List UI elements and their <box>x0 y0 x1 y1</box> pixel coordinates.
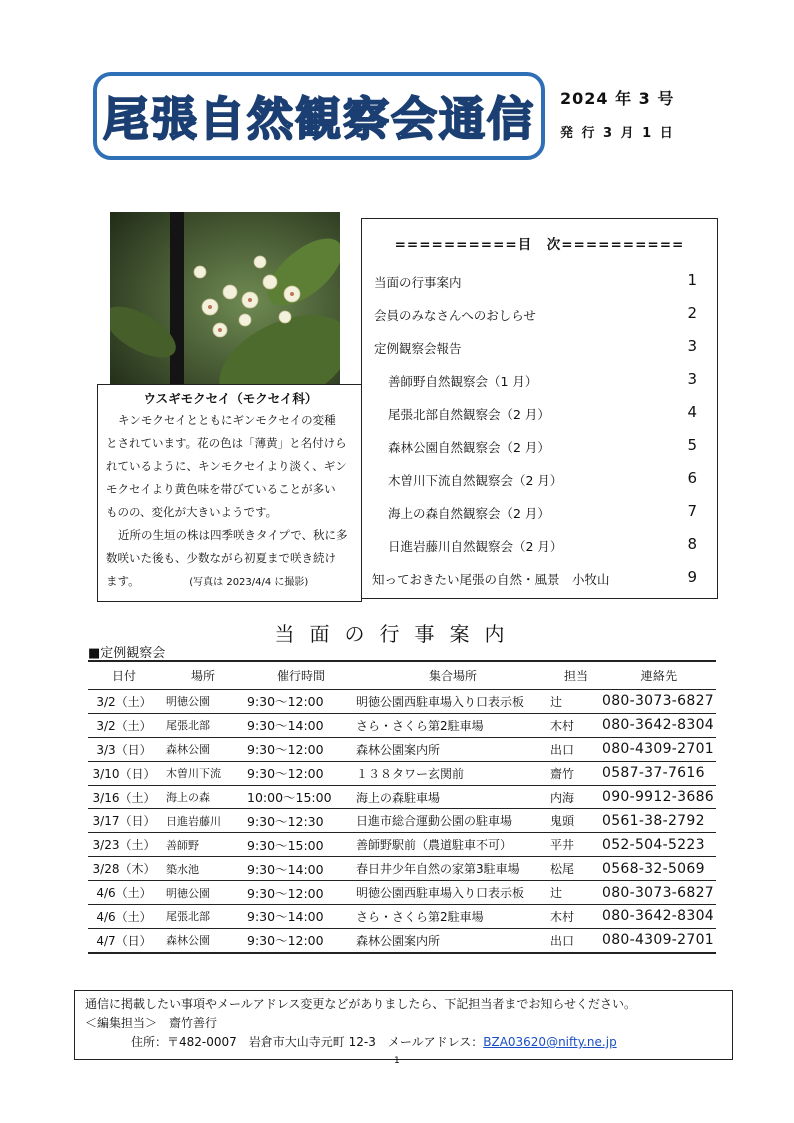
caption-line: 近所の生垣の株は四季咲きタイプで、秋に多 <box>118 528 348 542</box>
events-table <box>88 660 716 954</box>
event-time: 9:30～14:00 <box>241 857 356 881</box>
footer-editor: ＜編集担当＞ 齋竹善行 <box>85 1016 218 1030</box>
event-contact: 090-9912-3686 <box>602 785 716 809</box>
issue-number: 2024 年 3 号 <box>560 89 675 108</box>
event-staff: 出口 <box>550 928 602 952</box>
toc-item-label: 善師野自然観察会（1 月） <box>388 374 538 389</box>
toc-item-label: 当面の行事案内 <box>374 275 462 290</box>
toc-title: ==========目 次========== <box>394 237 685 253</box>
event-time: 9:30～12:00 <box>241 761 356 785</box>
newsletter-title: 尾張自然観察会通信 <box>103 92 535 146</box>
caption-line: とされています。花の色は「薄黄」と名付けら <box>106 436 347 450</box>
table-row <box>88 737 716 761</box>
event-place: 明徳公園 <box>160 881 241 905</box>
photo-caption-box <box>97 384 362 602</box>
events-heading: 当面の行事案内 <box>274 622 520 646</box>
event-place: 明徳公園 <box>160 690 241 714</box>
toc-page-number: 3 <box>687 370 697 388</box>
event-time: 9:30～15:00 <box>241 833 356 857</box>
caption-last-line <box>106 570 355 594</box>
toc-page-number: 9 <box>687 568 697 586</box>
toc-item-label: 海上の森自然観察会（2 月） <box>388 506 550 521</box>
toc-item-label: 尾張北部自然観察会（2 月） <box>388 407 550 422</box>
toc-item[interactable] <box>362 302 717 328</box>
footer-notice: 通信に掲載したい事項やメールアドレス変更などがありましたら、下記担当者までお知らせください。 <box>85 997 637 1011</box>
event-place: 築水池 <box>160 857 241 881</box>
event-date: 3/28（木） <box>88 857 160 881</box>
event-staff: 辻 <box>550 690 602 714</box>
toc-item[interactable] <box>362 533 717 559</box>
event-time: 9:30～12:00 <box>241 881 356 905</box>
event-staff: 齋竹 <box>550 761 602 785</box>
flower-photo <box>110 212 340 392</box>
caption-line: ものの、変化が大きいようです。 <box>106 505 278 519</box>
table-row <box>88 857 716 881</box>
table-row <box>88 881 716 905</box>
event-staff: 木村 <box>550 713 602 737</box>
event-time: 9:30～12:00 <box>241 690 356 714</box>
table-row <box>88 905 716 929</box>
event-date: 3/23（土） <box>88 833 160 857</box>
event-date: 3/3（日） <box>88 737 160 761</box>
toc-item[interactable] <box>362 467 717 493</box>
toc-item-label: 定例観察会報告 <box>374 341 462 356</box>
event-contact: 080-3642-8304 <box>602 713 716 737</box>
event-place: 尾張北部 <box>160 905 241 929</box>
event-contact: 0561-38-2792 <box>602 809 716 833</box>
table-row <box>88 785 716 809</box>
table-row <box>88 928 716 952</box>
event-meeting-point: 森林公園案内所 <box>356 928 550 952</box>
toc-page-number: 3 <box>687 337 697 355</box>
event-contact: 052-504-5223 <box>602 833 716 857</box>
toc-page-number: 2 <box>687 304 697 322</box>
event-contact: 080-3073-6827 <box>602 690 716 714</box>
event-staff: 出口 <box>550 737 602 761</box>
event-date: 4/7（日） <box>88 928 160 952</box>
caption-line: れているように、キンモクセイより淡く、ギン <box>106 459 347 473</box>
toc-page-number: 8 <box>687 535 697 553</box>
toc-item[interactable] <box>362 434 717 460</box>
table-row <box>88 809 716 833</box>
event-staff: 辻 <box>550 881 602 905</box>
table-of-contents <box>361 218 718 599</box>
event-contact: 080-4309-2701 <box>602 928 716 952</box>
event-meeting-point: さら・さくら第2駐車場 <box>356 713 550 737</box>
event-place: 日進岩藤川 <box>160 809 241 833</box>
footer-address-line <box>85 1033 722 1052</box>
toc-item-label: 日進岩藤川自然観察会（2 月） <box>388 539 563 554</box>
table-row <box>88 713 716 737</box>
issue-date: 発 行 3 月 1 日 <box>560 126 675 141</box>
page-number: 1 <box>394 1056 400 1066</box>
event-time: 9:30～14:00 <box>241 905 356 929</box>
event-time: 10:00～15:00 <box>241 785 356 809</box>
event-staff: 平井 <box>550 833 602 857</box>
column-header: 担当 <box>550 661 602 690</box>
toc-item-label: 木曽川下流自然観察会（2 月） <box>388 473 563 488</box>
email-link[interactable]: BZA03620@nifty.ne.jp <box>483 1035 617 1049</box>
toc-page-number: 1 <box>687 271 697 289</box>
caption-line: ます。 <box>106 574 140 588</box>
event-place: 森林公園 <box>160 928 241 952</box>
event-meeting-point: 春日井少年自然の家第3駐車場 <box>356 857 550 881</box>
event-contact: 0587-37-7616 <box>602 761 716 785</box>
caption-line: モクセイより黄色味を帯びていることが多い <box>106 482 336 496</box>
toc-item[interactable] <box>362 368 717 394</box>
caption-title: ウスギモクセイ（モクセイ科） <box>143 391 318 406</box>
event-time: 9:30～12:00 <box>241 928 356 952</box>
event-place: 海上の森 <box>160 785 241 809</box>
footer-contact-box <box>74 990 733 1060</box>
event-time: 9:30～14:00 <box>241 713 356 737</box>
toc-item-label: 会員のみなさんへのおしらせ <box>374 308 536 323</box>
event-date: 4/6（土） <box>88 905 160 929</box>
event-meeting-point: 善師野駅前（農道駐車不可） <box>356 833 550 857</box>
event-meeting-point: 森林公園案内所 <box>356 737 550 761</box>
event-meeting-point: 日進市総合運動公園の駐車場 <box>356 809 550 833</box>
event-contact: 080-4309-2701 <box>602 737 716 761</box>
table-row <box>88 690 716 714</box>
event-place: 尾張北部 <box>160 713 241 737</box>
section-label: ■定例観察会 <box>88 646 166 661</box>
event-staff: 内海 <box>550 785 602 809</box>
toc-page-number: 7 <box>687 502 697 520</box>
column-header: 連絡先 <box>602 661 716 690</box>
event-date: 3/2（土） <box>88 713 160 737</box>
event-meeting-point: 明徳公園西駐車場入り口表示板 <box>356 690 550 714</box>
toc-item[interactable] <box>362 500 717 526</box>
toc-item[interactable] <box>362 401 717 427</box>
event-date: 3/10（日） <box>88 761 160 785</box>
event-contact: 080-3642-8304 <box>602 905 716 929</box>
photo-date-note: (写真は 2023/4/4 に撮影) <box>189 577 309 588</box>
table-header-row <box>88 661 716 690</box>
toc-item[interactable] <box>362 335 717 361</box>
toc-item-label: 森林公園自然観察会（2 月） <box>388 440 550 455</box>
event-meeting-point: 海上の森駐車場 <box>356 785 550 809</box>
toc-page-number: 4 <box>687 403 697 421</box>
event-date: 3/2（土） <box>88 690 160 714</box>
toc-item-label: 知っておきたい尾張の自然・風景 小牧山 <box>372 572 610 587</box>
toc-page-number: 6 <box>687 469 697 487</box>
toc-item[interactable] <box>362 566 717 592</box>
column-header: 集合場所 <box>356 661 550 690</box>
title-banner <box>93 72 545 160</box>
caption-line: 数咲いた後も、少数ながら初夏まで咲き続け <box>106 551 336 565</box>
column-header: 催行時間 <box>241 661 356 690</box>
toc-item[interactable] <box>362 269 717 295</box>
event-date: 4/6（土） <box>88 881 160 905</box>
event-time: 9:30～12:30 <box>241 809 356 833</box>
event-date: 3/16（土） <box>88 785 160 809</box>
event-place: 木曽川下流 <box>160 761 241 785</box>
table-row <box>88 833 716 857</box>
event-staff: 松尾 <box>550 857 602 881</box>
table-row <box>88 761 716 785</box>
events-table-body <box>88 690 716 953</box>
event-staff: 鬼頭 <box>550 809 602 833</box>
event-contact: 0568-32-5069 <box>602 857 716 881</box>
column-header: 場所 <box>160 661 241 690</box>
caption-line: キンモクセイとともにギンモクセイの変種 <box>118 413 336 427</box>
event-place: 森林公園 <box>160 737 241 761</box>
footer-address: 住所：〒482-0007 岩倉市大山寺元町 12-3 メールアドレス： <box>131 1035 484 1049</box>
event-meeting-point: 明徳公園西駐車場入り口表示板 <box>356 881 550 905</box>
event-date: 3/17（日） <box>88 809 160 833</box>
toc-page-number: 5 <box>687 436 697 454</box>
event-place: 善師野 <box>160 833 241 857</box>
event-meeting-point: １３８タワー玄関前 <box>356 761 550 785</box>
event-contact: 080-3073-6827 <box>602 881 716 905</box>
event-meeting-point: さら・さくら第2駐車場 <box>356 905 550 929</box>
event-time: 9:30～12:00 <box>241 737 356 761</box>
event-staff: 木村 <box>550 905 602 929</box>
column-header: 日付 <box>88 661 160 690</box>
